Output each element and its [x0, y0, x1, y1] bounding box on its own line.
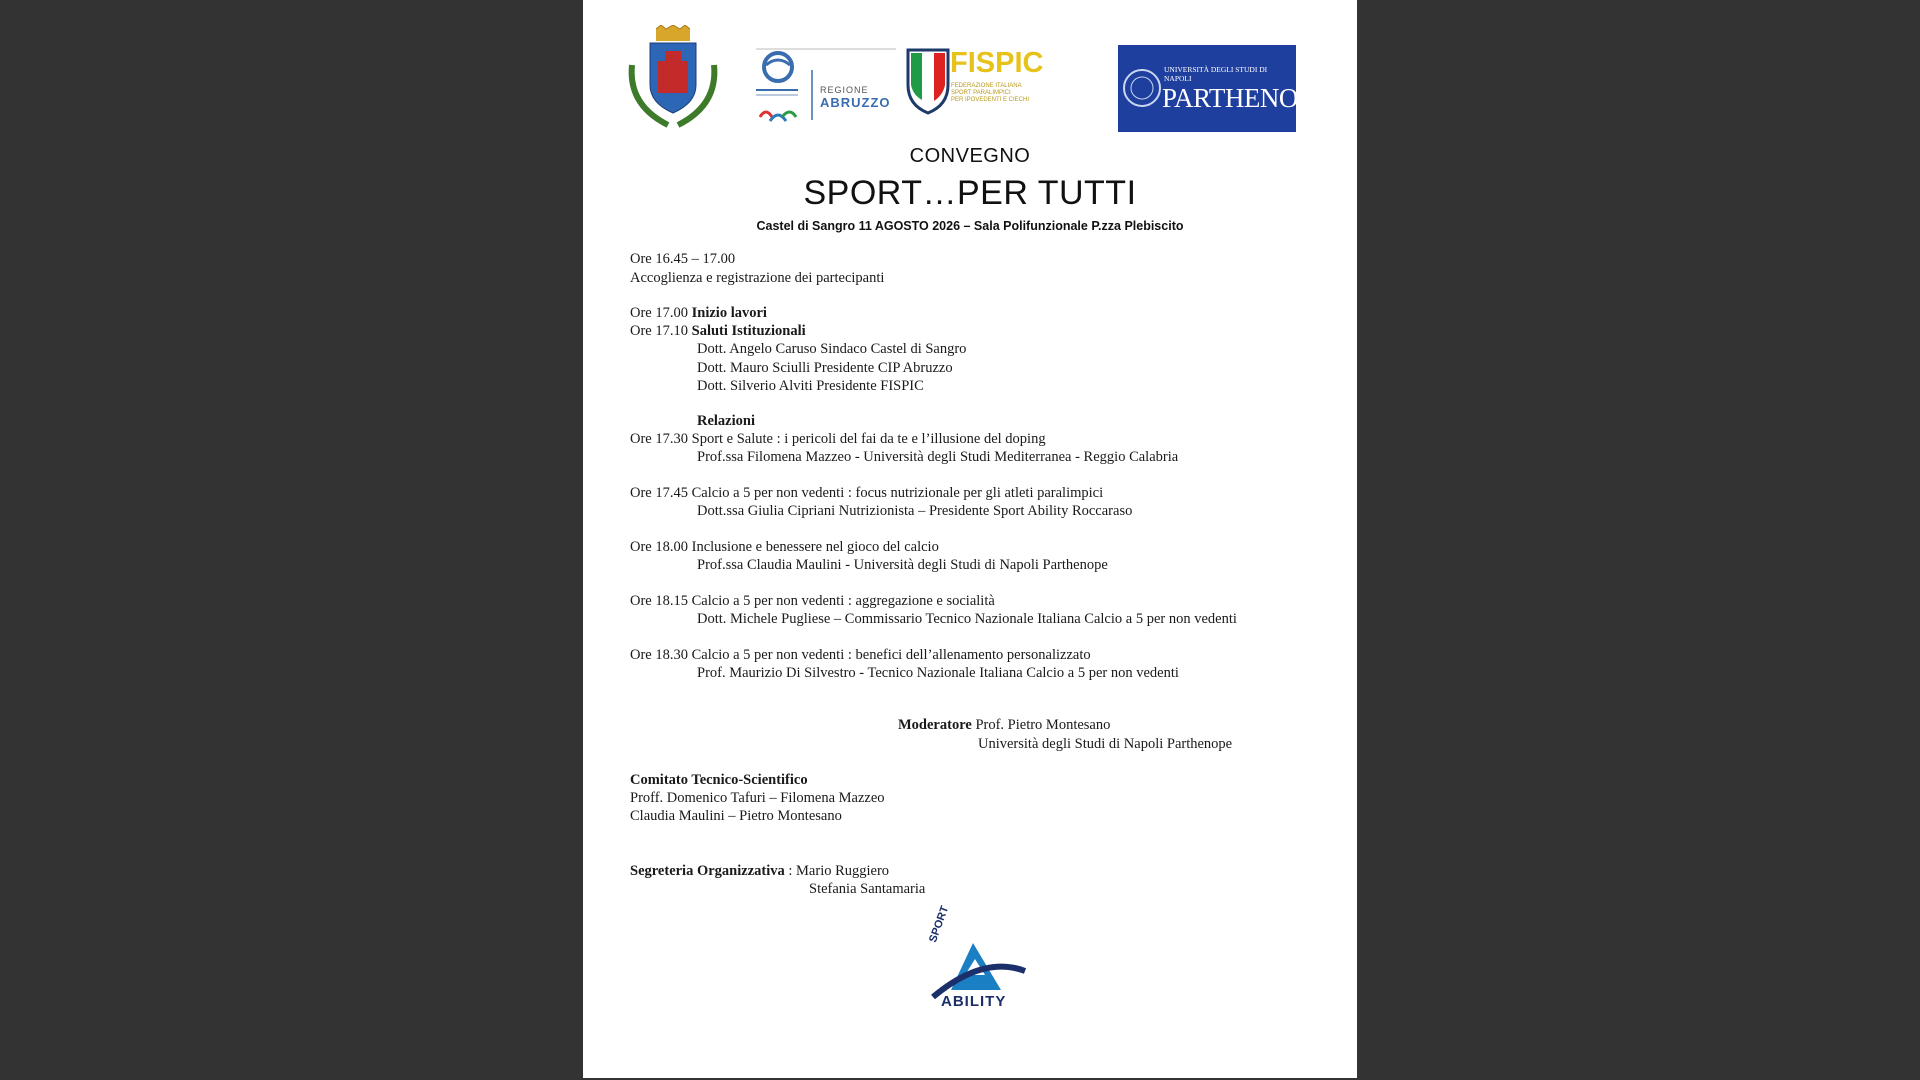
greet-time: Ore 17.10 — [630, 323, 688, 339]
talk-time: Ore 17.45 — [630, 485, 688, 501]
fispic-title: FISPIC — [950, 47, 1044, 79]
talk-title: Sport e Salute : i pericoli del fai da te e l’illusione del doping — [691, 431, 1046, 447]
moderator-name: Prof. Pietro Montesano — [975, 717, 1111, 733]
moderator-affiliation: Università degli Studi di Napoli Parthenope — [978, 736, 1233, 752]
start-time: Ore 17.00 — [630, 305, 688, 321]
talk-time: Ore 17.30 — [630, 431, 688, 447]
talk-line — [630, 646, 1091, 664]
sport-ability-logo — [913, 904, 1033, 1015]
fispic-subtitle — [951, 83, 1029, 104]
fispic-logo — [903, 45, 1053, 130]
committee-members: Claudia Maulini – Pietro Montesano — [630, 808, 842, 824]
talk-time: Ore 18.00 — [630, 539, 688, 555]
cip-small-text: REGIONE — [820, 85, 869, 95]
parthenope-logo — [1118, 45, 1329, 132]
event-subtitle: Castel di Sangro 11 AGOSTO 2026 – Sala Polifunzionale P.zza Plebiscito — [756, 219, 1184, 233]
talk-speaker: Prof.ssa Claudia Maulini - Università degli Studi di Napoli Parthenope — [697, 557, 1108, 573]
event-kicker: CONVEGNO — [909, 145, 1031, 167]
talk-speaker: Prof.ssa Filomena Mazzeo - Università degli Studi Mediterranea - Reggio Calabria — [697, 449, 1179, 465]
moderator-line — [898, 716, 1110, 734]
fispic-sub-line: PER IPOVEDENTI E CIECHI — [951, 97, 1030, 103]
cip-abruzzo-logo — [746, 45, 906, 130]
secretariat-member: Mario Ruggiero — [796, 863, 890, 879]
talk-line — [630, 592, 995, 610]
committee-label: Comitato Tecnico-Scientifico — [630, 772, 808, 788]
fispic-sub-line: SPORT PARALIMPICI — [951, 90, 1011, 96]
sport-text: SPORT — [927, 904, 952, 945]
start-line — [630, 304, 767, 322]
committee-heading — [630, 771, 808, 789]
secretariat-sep: : — [784, 863, 797, 879]
talk-title: Inclusione e benessere nel gioco del calcio — [691, 539, 939, 555]
greet-text: Saluti Istituzionali — [691, 323, 806, 339]
talk-speaker: Dott.ssa Giulia Cipriani Nutrizionista – Presidente Sport Ability Roccaraso — [697, 503, 1133, 519]
relazioni-label: Relazioni — [697, 413, 755, 429]
italian-shield-icon — [903, 45, 953, 115]
secretariat-member: Stefania Santamaria — [809, 881, 926, 897]
parthenope-small-text: UNIVERSITÀ DEGLI STUDI DI NAPOLI — [1164, 65, 1268, 83]
talk-title: Calcio a 5 per non vedenti : benefici dell’allenamento personalizzato — [691, 647, 1091, 663]
committee-members: Proff. Domenico Tafuri – Filomena Mazzeo — [630, 790, 885, 806]
greet-speaker: Dott. Angelo Caruso Sindaco Castel di Sangro — [697, 341, 967, 357]
greet-speaker: Dott. Mauro Sciulli Presidente CIP Abruzzo — [697, 360, 953, 376]
coat-of-arms-icon — [628, 25, 718, 130]
logo-row — [628, 25, 1329, 135]
event-title: SPORT…PER TUTTI — [803, 174, 1137, 212]
ability-text: ABILITY — [941, 993, 1007, 1010]
relazioni-heading — [697, 412, 755, 430]
talk-line — [630, 430, 1046, 448]
talk-time: Ore 18.15 — [630, 593, 688, 609]
talk-title: Calcio a 5 per non vedenti : aggregazione e socialità — [691, 593, 995, 609]
registration-time: Ore 16.45 – 17.00 — [630, 251, 736, 267]
header — [583, 145, 1357, 233]
start-text: Inizio lavori — [691, 305, 767, 321]
talk-title: Calcio a 5 per non vedenti : focus nutrizionale per gli atleti paralimpici — [691, 485, 1104, 501]
secretariat-line — [630, 862, 889, 880]
university-seal-icon — [1120, 45, 1164, 132]
talk-line — [630, 484, 1103, 502]
talk-line — [630, 538, 939, 556]
fispic-sub-line: FEDERAZIONE ITALIANA — [951, 83, 1022, 89]
registration-text: Accoglienza e registrazione dei partecipanti — [630, 270, 885, 286]
talk-speaker: Prof. Maurizio Di Silvestro - Tecnico Nazionale Italiana Calcio a 5 per non vedenti — [697, 665, 1179, 681]
talk-time: Ore 18.30 — [630, 647, 688, 663]
cip-region-text: ABRUZZO — [820, 95, 891, 110]
talk-speaker: Dott. Michele Pugliese – Commissario Tecnico Nazionale Italiana Calcio a 5 per non vedenti — [697, 611, 1237, 627]
greet-speaker: Dott. Silverio Alviti Presidente FISPIC — [697, 378, 924, 394]
moderator-label: Moderatore — [898, 717, 972, 733]
parthenope-name: PARTHENOPE — [1162, 83, 1329, 113]
document-page — [583, 0, 1357, 1078]
secretariat-label: Segreteria Organizzativa — [630, 863, 785, 879]
greet-line — [630, 322, 806, 340]
